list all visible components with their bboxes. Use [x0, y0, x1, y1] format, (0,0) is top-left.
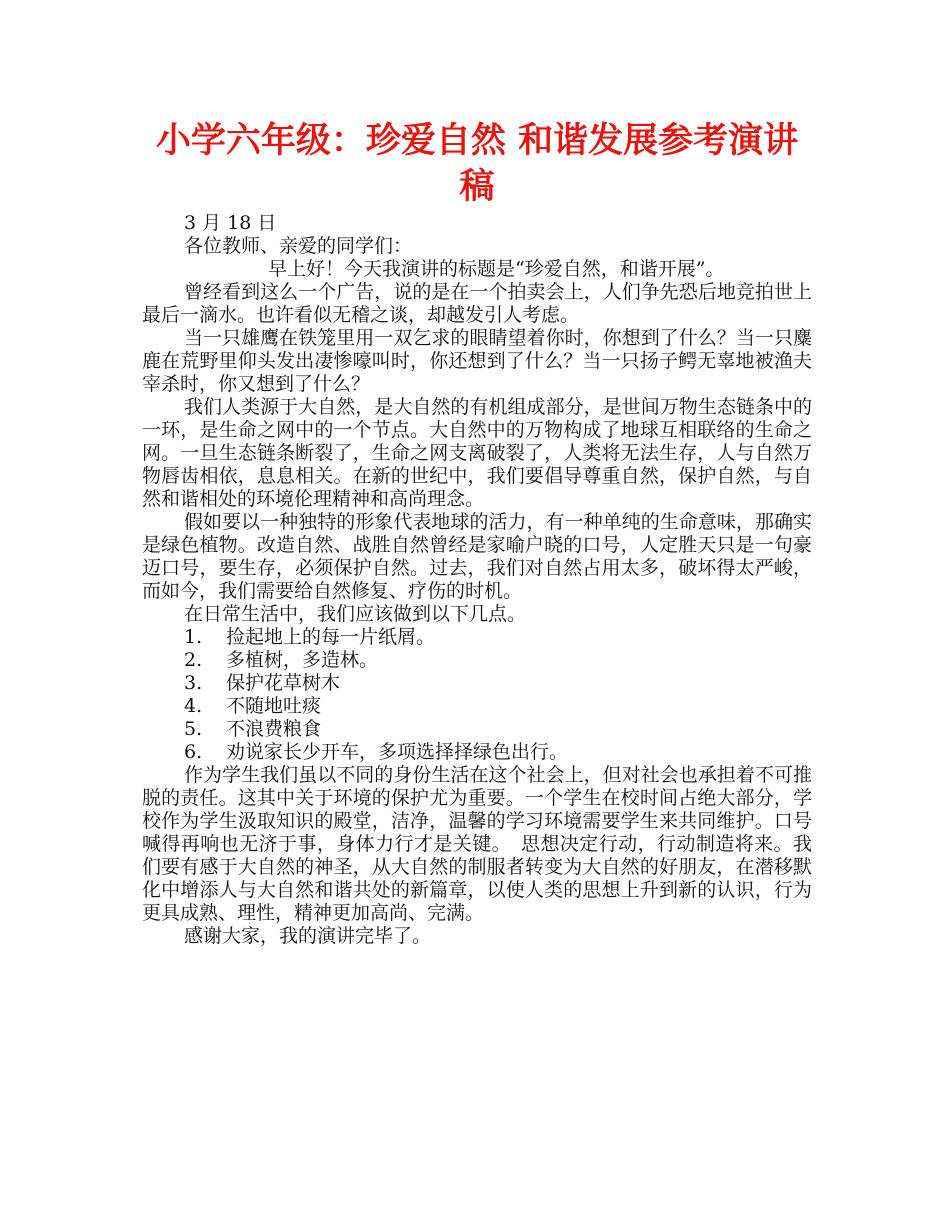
paragraph: 我们人类源于大自然，是大自然的有机组成部分，是世间万物生态链条中的一环，是生命之网中的一个节点。大自然中的万物构成了地球互相联络的生命之网。一旦生态链条断裂了，生命之网支离破裂了，人类将无法生存，人与自然万物唇齿相依，息息相关。在新的世纪中，我们要倡导尊重自然，保护自然，与自然和谐相处的环境伦理精神和高尚理念。: [142, 396, 812, 510]
list-text: 保护花草树木: [226, 672, 341, 694]
salutation: 各位教师、亲爱的同学们：: [184, 235, 413, 257]
paragraph: 假如要以一种独特的形象代表地球的活力，有一种单纯的生命意味，那确实是绿色植物。改造自然、战胜自然曾经是家喻户晓的口号，人定胜天只是一句豪迈口号，要生存，必须保护自然。过去，我们对自然占用太多，破坏得太严峻，而如今，我们需要给自然修复、疗伤的时机。: [142, 511, 812, 602]
paragraph: 曾经看到这么一个广告，说的是在一个拍卖会上，人们争先恐后地竞拍世上最后一滴水。也许看似无稽之谈，却越发引人考虑。: [142, 281, 812, 326]
list-number: 6.: [184, 741, 203, 763]
greeting: 早上好！今天我演讲的标题是“珍爱自然，和谐开展”。: [268, 258, 725, 280]
list-text: 劝说家长少开车，多项选择择绿色出行。: [226, 741, 569, 763]
list-number: 2.: [184, 649, 203, 671]
paragraph: 在日常生活中，我们应该做到以下几点。: [184, 603, 527, 625]
list-text: 多植树，多造林。: [226, 649, 379, 671]
list-item: [142, 672, 812, 695]
title-line-1: 小学六年级：珍爱自然 和谐发展参考演讲: [155, 121, 799, 161]
list-item: [142, 626, 812, 649]
list-text: 不浪费粮食: [226, 718, 322, 740]
list-number: 1.: [184, 626, 203, 648]
list-item: [142, 741, 812, 764]
date-line: 3 月 18 日: [184, 212, 277, 234]
list-item: [142, 649, 812, 672]
closing: 感谢大家，我的演讲完毕了。: [184, 925, 432, 947]
list-text: 捡起地上的每一片纸屑。: [226, 626, 436, 648]
document-body: [142, 212, 812, 948]
list-text: 不随地吐痰: [226, 695, 322, 717]
list-number: 5.: [184, 718, 203, 740]
list-item: [142, 718, 812, 741]
list-item: [142, 695, 812, 718]
list-number: 3.: [184, 672, 203, 694]
paragraph: 当一只雄鹰在铁笼里用一双乞求的眼睛望着你时，你想到了什么？当一只麋鹿在荒野里仰头发出凄惨嚎叫时，你还想到了什么？当一只扬子鳄无辜地被渔夫宰杀时，你又想到了什么？: [142, 327, 812, 395]
document-page: [142, 118, 812, 948]
list-number: 4.: [184, 695, 203, 717]
paragraph: 作为学生我们虽以不同的身份生活在这个社会上，但对社会也承担着不可推脱的责任。这其中关于环境的保护尤为重要。一个学生在校时间占绝大部分，学校作为学生汲取知识的殿堂，洁净，温馨的学习环境需要学生来共同维护。口号喊得再响也无济于事，身体力行才是关键。 思想决定行动，行动制造将来。我们要有感于大自然的神圣，从大自然的制服者转变为大自然的好朋友，在潜移默化中增添人与大自然和谐共处的新篇章，以使人类的思想上升到新的认识，行为更具成熟、理性，精神更加高尚、完满。: [142, 764, 812, 924]
title-line-2: 稿: [459, 167, 495, 207]
document-title: [142, 118, 812, 210]
